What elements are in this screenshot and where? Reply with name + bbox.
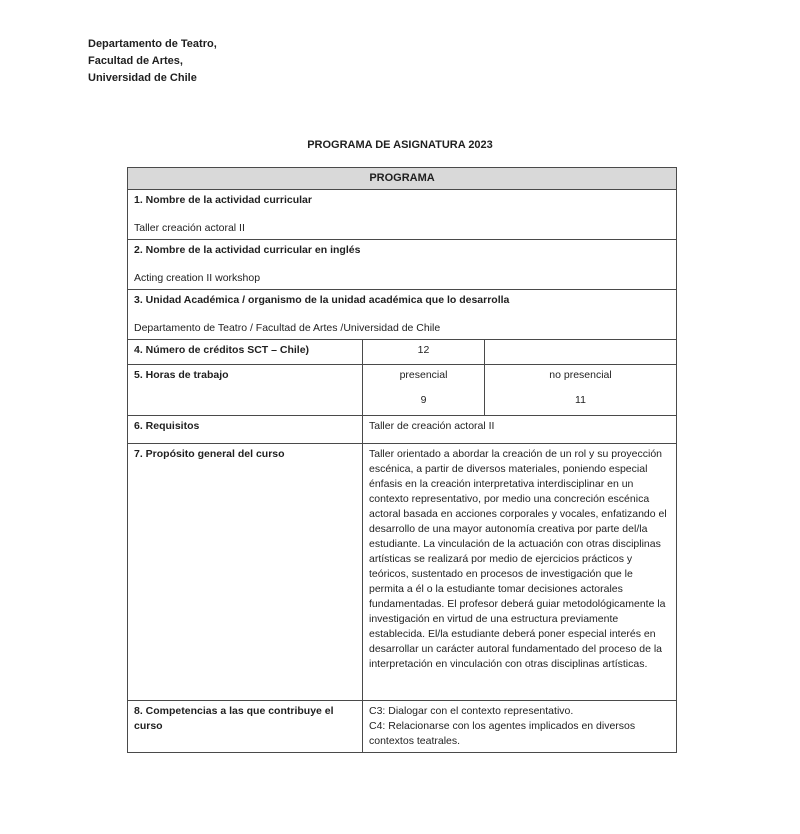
table-header: PROGRAMA [128, 168, 677, 190]
work-hours-label-cell [128, 365, 363, 416]
presential-value: 9 [420, 394, 427, 406]
program-table [127, 167, 677, 753]
table-row-work-hours [128, 365, 677, 416]
competencies-value-cell [363, 701, 677, 753]
general-purpose-label-cell [128, 444, 363, 701]
work-hours-presential-cell [363, 365, 485, 416]
activity-name-label: 1. Nombre de la actividad curricular [134, 194, 312, 206]
general-purpose-value-cell: Taller orientado a abordar la creación de un rol y su proyección escénica, a partir de diversos materiales, poniendo especial énfasis en la creación interpretativa interdisciplinar en un contexto representativo, por medio una concreción escénica actoral basada en acciones corporales y vocales, enfatizando el desarrollo de una mayor autonomía creativa por parte del/la estudiante. La vinculación de la actuación con otras disciplinas artísticas se realizará por medio de ejercicios prácticos y teóricos, sustentado en procesos de investigación que le permita a él o la estudiante tomar decisiones actorales fundamentadas. El profesor deberá guiar metodológicamente la investigación en virtud de una estructura previamente establecida. El/la estudiante deberá poner especial interés en desarrollar un carácter autoral fundamentado del proceso de la interpretación en vinculación con otras disciplinas artísticas. [363, 444, 677, 701]
table-row-activity-name-english [128, 240, 677, 290]
activity-name-cell [128, 190, 677, 240]
academic-unit-cell [128, 290, 677, 340]
competencies-label: 8. Competencias a las que contribuye el curso [134, 705, 334, 732]
work-hours-label: 5. Horas de trabajo [134, 369, 229, 381]
general-purpose-label: 7. Propósito general del curso [134, 448, 285, 460]
credits-value-cell: 12 [363, 340, 485, 365]
credits-label: 4. Número de créditos SCT – Chile) [134, 344, 310, 356]
table-row-competencies [128, 701, 677, 753]
nonpresential-label: no presencial [549, 369, 612, 381]
table-row-academic-unit [128, 290, 677, 340]
credits-empty-cell [485, 340, 677, 365]
activity-name-english-value: Acting creation II workshop [134, 272, 261, 284]
requirements-label-cell [128, 416, 363, 444]
table-row-general-purpose [128, 444, 677, 701]
credits-label-cell [128, 340, 363, 365]
table-row-requirements [128, 416, 677, 444]
letterhead-line-1: Departamento de Teatro, [88, 38, 217, 50]
letterhead [88, 36, 217, 87]
letterhead-line-2: Facultad de Artes, [88, 55, 183, 67]
letterhead-line-3: Universidad de Chile [88, 72, 197, 84]
academic-unit-value: Departamento de Teatro / Facultad de Artes /Universidad de Chile [134, 322, 441, 334]
competency-c4: C4: Relacionarse con los agentes implicados en diversos contextos teatrales. [369, 720, 636, 747]
competencies-label-cell [128, 701, 363, 753]
table-row-credits [128, 340, 677, 365]
activity-name-english-cell [128, 240, 677, 290]
requirements-value-cell: Taller de creación actoral II [363, 416, 677, 444]
requirements-label: 6. Requisitos [134, 420, 200, 432]
work-hours-nonpresential-cell [485, 365, 677, 416]
table-header-row [128, 168, 677, 190]
activity-name-value: Taller creación actoral II [134, 222, 245, 234]
activity-name-english-label: 2. Nombre de la actividad curricular en inglés [134, 244, 361, 256]
presential-label: presencial [399, 369, 448, 381]
document-title: PROGRAMA DE ASIGNATURA 2023 [307, 139, 493, 151]
table-row-activity-name [128, 190, 677, 240]
academic-unit-label: 3. Unidad Académica / organismo de la unidad académica que lo desarrolla [134, 294, 510, 306]
nonpresential-value: 11 [575, 394, 586, 406]
competency-c3: C3: Dialogar con el contexto representativo. [369, 705, 574, 717]
